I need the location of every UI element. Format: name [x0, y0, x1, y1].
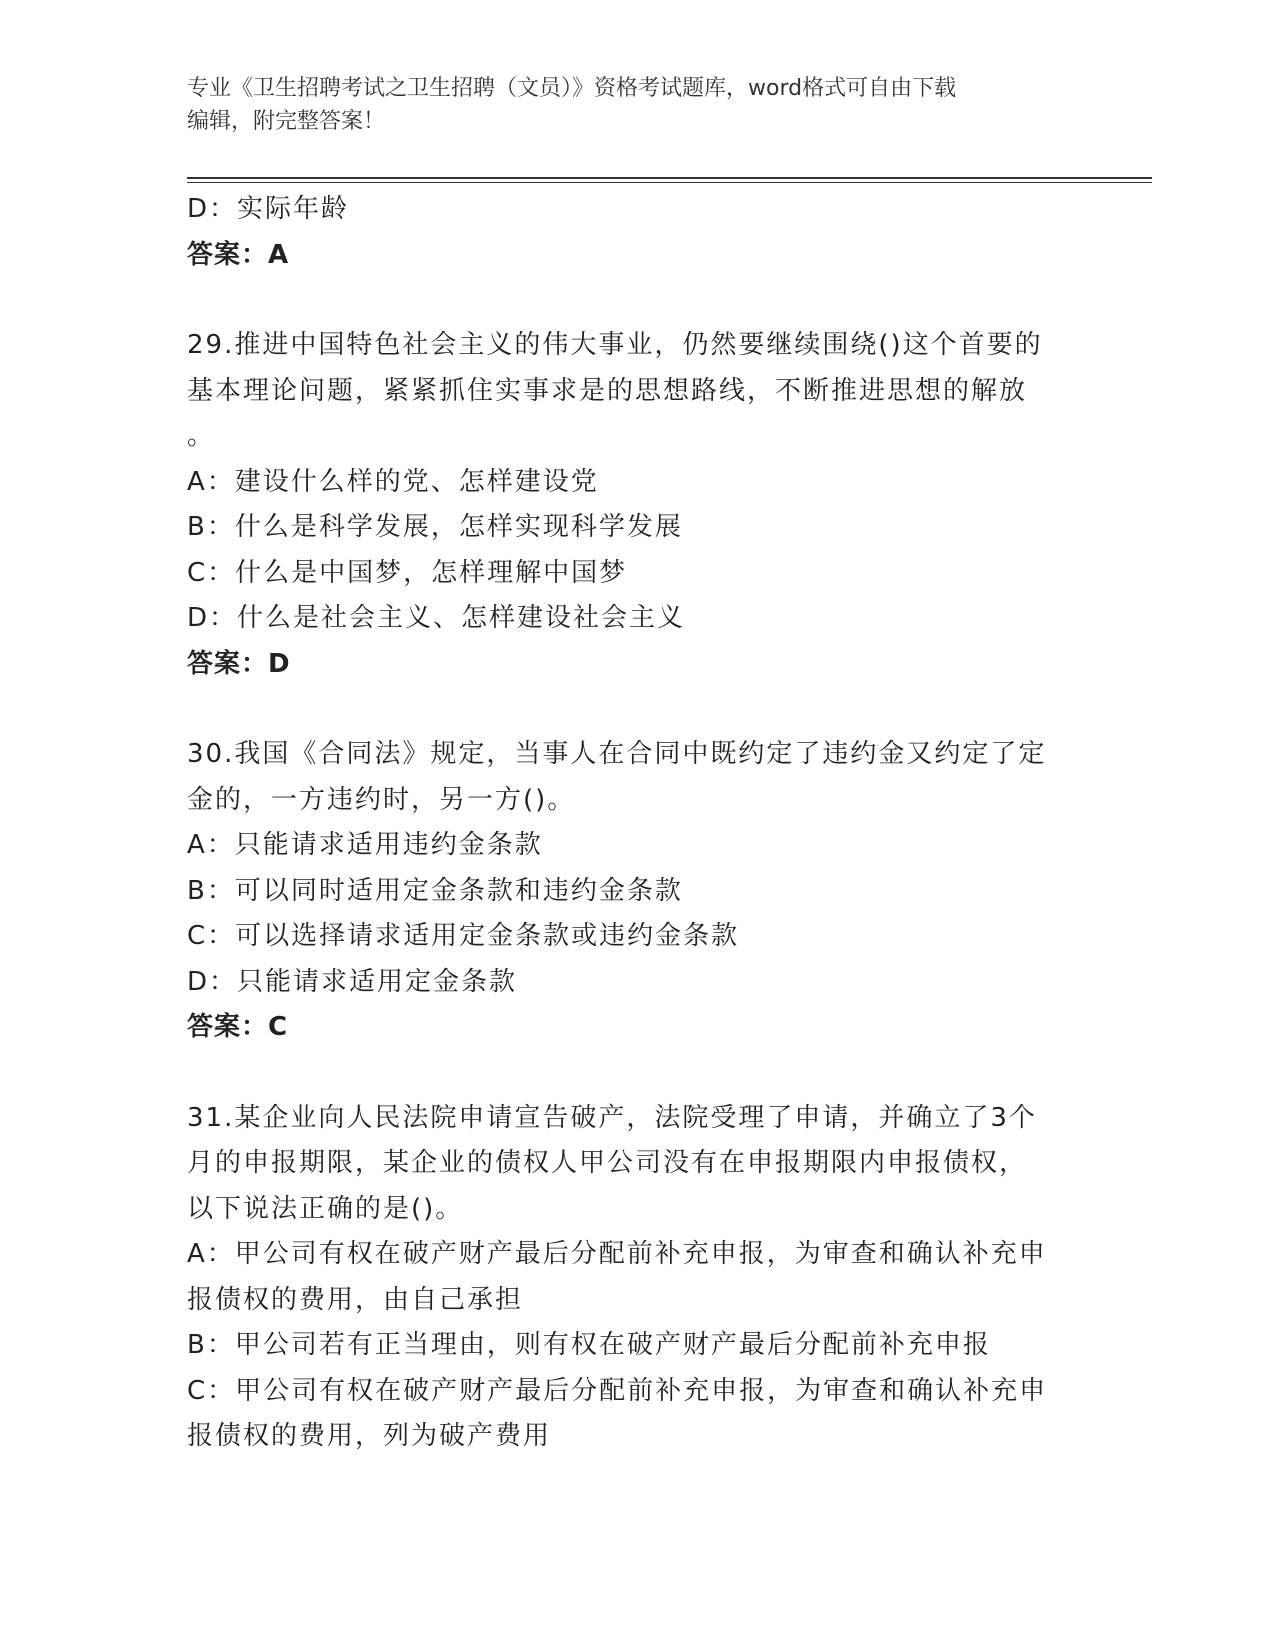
q31-option-a-line-2: 报债权的费用，由自己承担: [187, 1284, 524, 1315]
q31-stem-line-1: 31.某企业向人民法院申请宣告破产，法院受理了申请，并确立了3个: [187, 1102, 1037, 1133]
prev-answer: 答案：A: [187, 239, 290, 270]
q30-option-a: A：只能请求适用违约金条款: [187, 830, 543, 860]
q31-option-c-line-1: C：甲公司有权在破产财产最后分配前补充申报，为审查和确认补充申: [187, 1375, 1048, 1406]
q31-stem-line-2: 月的申报期限，某企业的债权人甲公司没有在申报期限内申报债权，: [187, 1148, 1028, 1178]
q31-option-c-line-2: 报债权的费用，列为破产费用: [187, 1421, 552, 1451]
q30-option-d: D：只能请求适用定金条款: [187, 966, 518, 997]
q30-option-c: C：可以选择请求适用定金条款或违约金条款: [187, 921, 740, 951]
q29-stem-line-3: 。: [187, 421, 216, 451]
q29-stem-line-2: 基本理论问题，紧紧抓住实事求是的思想路线，不断推进思想的解放: [187, 375, 1028, 406]
q31-option-a-line-1: A：甲公司有权在破产财产最后分配前补充申报，为审查和确认补充申: [187, 1239, 1047, 1269]
q29-stem-line-1: 29.推进中国特色社会主义的伟大事业，仍然要继续围绕()这个首要的: [187, 330, 1043, 360]
question-content: [187, 187, 1087, 1460]
spacer: [187, 687, 1087, 732]
q31-option-b: B：甲公司若有正当理由，则有权在破产财产最后分配前补充申报: [187, 1330, 991, 1360]
q29-option-d: D：什么是社会主义、怎样建设社会主义: [187, 603, 686, 633]
header-rule-thick: [187, 177, 1152, 179]
q29-option-b: B：什么是科学发展，怎样实现科学发展: [187, 512, 683, 542]
spacer: [187, 1051, 1087, 1096]
header-rule-thin: [187, 182, 1152, 183]
q29-option-c: C：什么是中国梦，怎样理解中国梦: [187, 557, 628, 588]
q30-stem-line-2: 金的，一方违约时，另一方()。: [187, 784, 576, 815]
question-31: [187, 1096, 1087, 1460]
question-30: [187, 732, 1087, 1051]
header-line-2: 编辑，附完整答案！: [187, 109, 386, 134]
q30-option-b: B：可以同时适用定金条款和违约金条款: [187, 875, 683, 906]
question-29: [187, 323, 1087, 687]
document-header: [187, 72, 1067, 138]
q29-option-a: A：建设什么样的党、怎样建设党: [187, 466, 599, 497]
q30-answer: 答案：C: [187, 1012, 289, 1042]
q29-answer: 答案：D: [187, 648, 291, 679]
q31-stem-line-3: 以下说法正确的是()。: [187, 1193, 464, 1224]
header-line-1: 专业《卫生招聘考试之卫生招聘（文员）》资格考试题库，word格式可自由下载: [187, 76, 957, 101]
prev-option-d: D：实际年龄: [187, 194, 350, 224]
q30-stem-line-1: 30.我国《合同法》规定，当事人在合同中既约定了违约金又约定了定: [187, 739, 1047, 769]
spacer: [187, 278, 1087, 323]
